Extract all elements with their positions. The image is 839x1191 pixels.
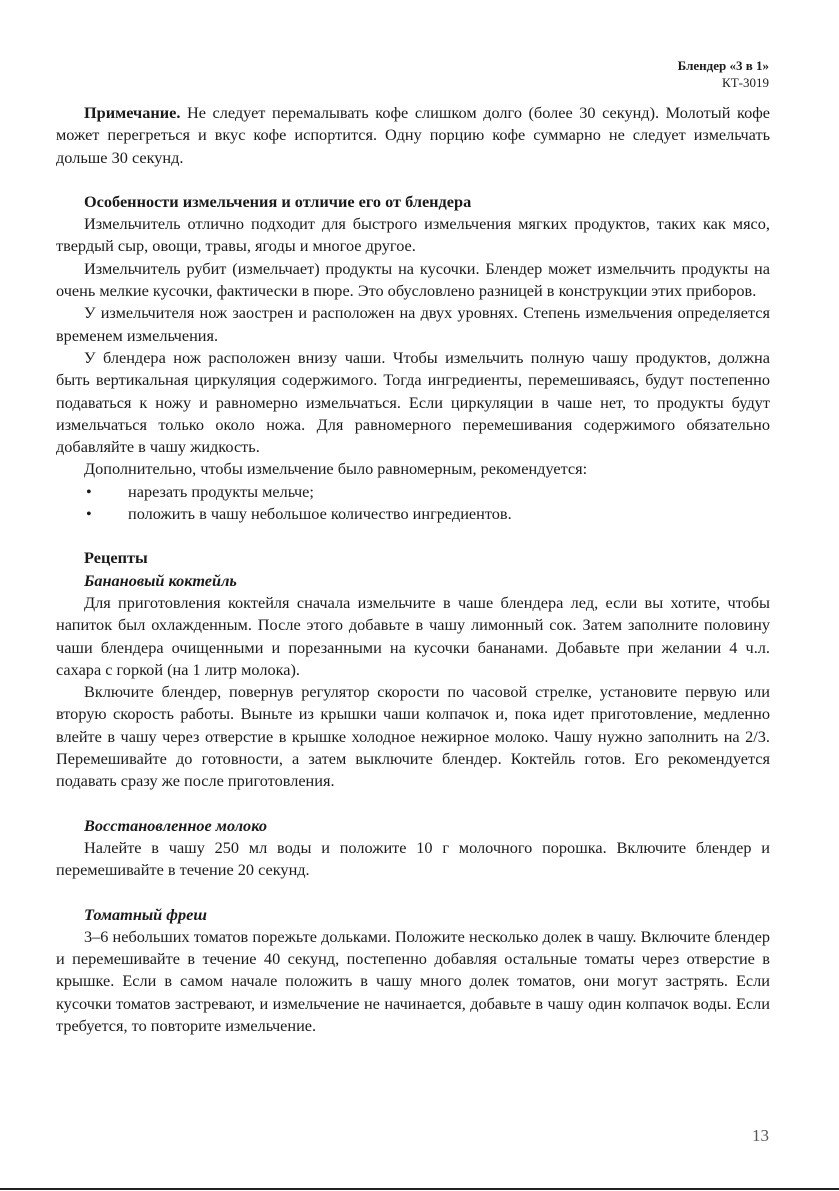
recipe-title-tomato: Томатный фреш: [84, 904, 207, 924]
list-item: • положить в чашу небольшое количество ингредиентов.: [56, 503, 770, 525]
page-header: [678, 57, 769, 91]
paragraph: Измельчитель рубит (измельчает) продукты на кусочки. Блендер может измельчить продукты на очень мелкие кусочки, фактически в пюре. Это обусловлено разницей в конструкции этих приборов.: [56, 258, 770, 301]
paragraph: Налейте в чашу 250 мл воды и положите 10 г молочного порошка. Включите блендер и перемешивайте в течение 20 секунд.: [56, 837, 770, 880]
page-number: 13: [752, 1126, 769, 1145]
note-label: Примечание.: [84, 103, 181, 122]
bottom-rule: [0, 1188, 839, 1190]
paragraph: У измельчителя нож заострен и расположен на двух уровнях. Степень измельчения определяется временем измельчения.: [56, 303, 770, 345]
paragraph: Измельчитель отлично подходит для быстрого измельчения мягких продуктов, таких как мясо, твердый сыр, овощи, травы, ягоды и многое другое.: [56, 214, 770, 256]
paragraph: У блендера нож расположен внизу чаши. Чтобы измельчить полную чашу продуктов, должна быть вертикальная циркуляция содержимого. Тогда ингредиенты, перемешиваясь, будут постепенно подаваться к ножу и равномерно измельчаться. Если циркуляции в чаше нет, то продукты будут измельчаться только около ножа. Для равномерного перемешивания содержимого обязательно добавляйте в чашу жидкость.: [56, 347, 770, 457]
note-text: Не следует перемалывать кофе слишком долго (более 30 секунд). Молотый кофе может перегреться и вкус кофе испортится. Одну порцию кофе суммарно не следует измельчать дольше 30 секунд.: [56, 103, 770, 167]
paragraph: Для приготовления коктейля сначала измельчите в чаше блендера лед, если вы хотите, чтобы напиток был охлажденным. После этого добавьте в чашу лимонный сок. Затем заполните половину чаши блендера очищенными и порезанными на кусочки бананами. Добавьте при желании 4 ч.л. сахара с горкой (на 1 литр молока).: [56, 592, 770, 679]
section-heading-recipes: Рецепты: [84, 548, 148, 568]
paragraph: 3–6 небольших томатов порежьте дольками. Положите несколько долек в чашу. Включите блендер и перемешивайте в течение 40 секунд, постепенно добавляя остальные томаты через отверстие в крышке. Если в самом начале положить в чашу много долек томатов, они могут застрять. Если кусочки томатов застревают, и измельчение не начинается, добавьте в чашу один колпачок воды. Если требуется, то повторите измельчение.: [56, 926, 770, 1035]
note-paragraph: [56, 102, 770, 169]
header-product: Блендер «3 в 1»: [677, 58, 769, 73]
recipe-title-milk: Восстановленное молоко: [84, 815, 267, 835]
header-model: КТ-3019: [722, 75, 769, 90]
recipe-title-banana: Банановый коктейль: [84, 570, 237, 590]
section-heading-grinding: Особенности измельчения и отличие его от блендера: [84, 191, 472, 211]
list-item: • нарезать продукты мельче;: [56, 481, 770, 503]
recommendation-list: [56, 481, 770, 526]
paragraph: Включите блендер, повернув регулятор скорости по часовой стрелке, установите первую или вторую скорость работы. Выньте из крышки чаши колпачок и, пока идет приготовление, медленно влейте в чашу через отверстие в крышке холодное нежирное молоко. Чашу нужно заполнить на 2/3. Перемешивайте до готовности, а затем выключите блендер. Коктейль готов. Его рекомендуется подавать сразу же после приготовления.: [56, 682, 770, 791]
paragraph: Дополнительно, чтобы измельчение было равномерным, рекомендуется:: [84, 459, 588, 479]
page-content: [56, 102, 770, 1037]
